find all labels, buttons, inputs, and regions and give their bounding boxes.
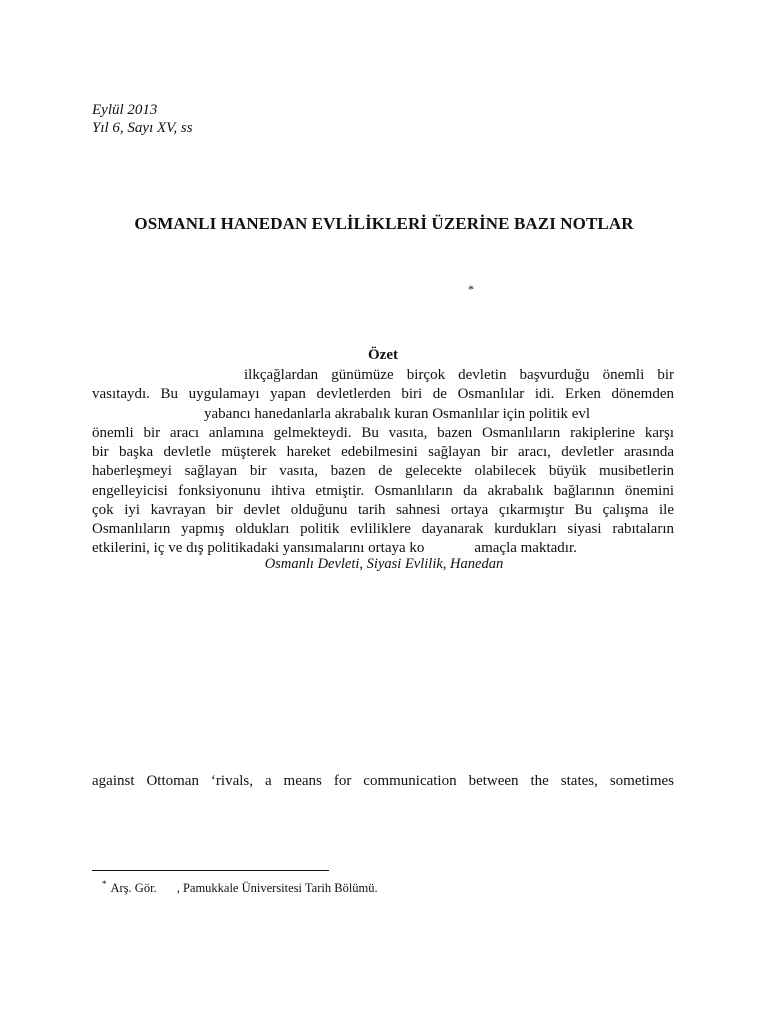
abstract-line: vasıtaydı. Bu uygulamayı yapan devletlerden biri de Osmanlılar idi. Erken dönemden (92, 386, 674, 402)
abstract-last-line-end: amaçla maktadır. (474, 540, 577, 556)
footnote-marker: * (102, 879, 107, 889)
abstract-line: önemli bir aracı anlamına gelmekteydi. Bu vasıta, bazen Osmanlıların rakiplerine karşı (92, 425, 674, 441)
issue-date: Eylül 2013 (92, 102, 158, 118)
abstract-line: engelleyicisi fonksiyonunu ihtiva etmiştir. Osmanlıların da akrabalık bağlarının önemini (92, 483, 674, 499)
footnote-title: Arş. Gör. (110, 881, 157, 895)
footnote-affiliation: , Pamukkale Üniversitesi Tarih Bölümü. (176, 881, 378, 895)
abstract-line: ilkçağlardan günümüze birçok devletin başvurduğu önemli bir (244, 367, 674, 383)
footnote-separator (92, 870, 329, 871)
footnote (102, 879, 378, 896)
abstract-line: bir başka devletle müşterek hareket edebilmesini sağlayan bir aracı, devletler arasında (92, 444, 674, 460)
abstract-line: yabancı hanedanlarla akrabalık kuran Osmanlılar için politik evl (204, 406, 591, 422)
abstract-line: Osmanlıların yapmış oldukları politik evliliklere dayanarak kurdukları siyasi rabıtaların (92, 521, 674, 537)
issue-number: Yıl 6, Sayı XV, ss (92, 120, 193, 136)
abstract-keywords: Osmanlı Devleti, Siyasi Evlilik, Hanedan (264, 556, 504, 572)
abstract-line: çok iyi kavrayan bir devlet olduğunu tarih sahnesi ortaya çıkarmıştır Bu çalışma ile (92, 502, 674, 518)
abstract-line: haberleşmeyi sağlayan bir vasıta, bazen de gelecekte olabilecek büyük musibetlerin (92, 463, 674, 479)
abstract-last-line-start: etkilerini, iç ve dış politikadaki yansımalarını ortaya ko (92, 540, 425, 556)
english-abstract-line: against Ottoman ‘rivals, a means for communication between the states, sometimes (92, 773, 674, 789)
article-title: OSMANLI HANEDAN EVLİLİKLERİ ÜZERİNE BAZI NOTLAR (134, 214, 634, 233)
author-footnote-marker: * (468, 282, 474, 296)
abstract-heading: Özet (368, 347, 398, 363)
